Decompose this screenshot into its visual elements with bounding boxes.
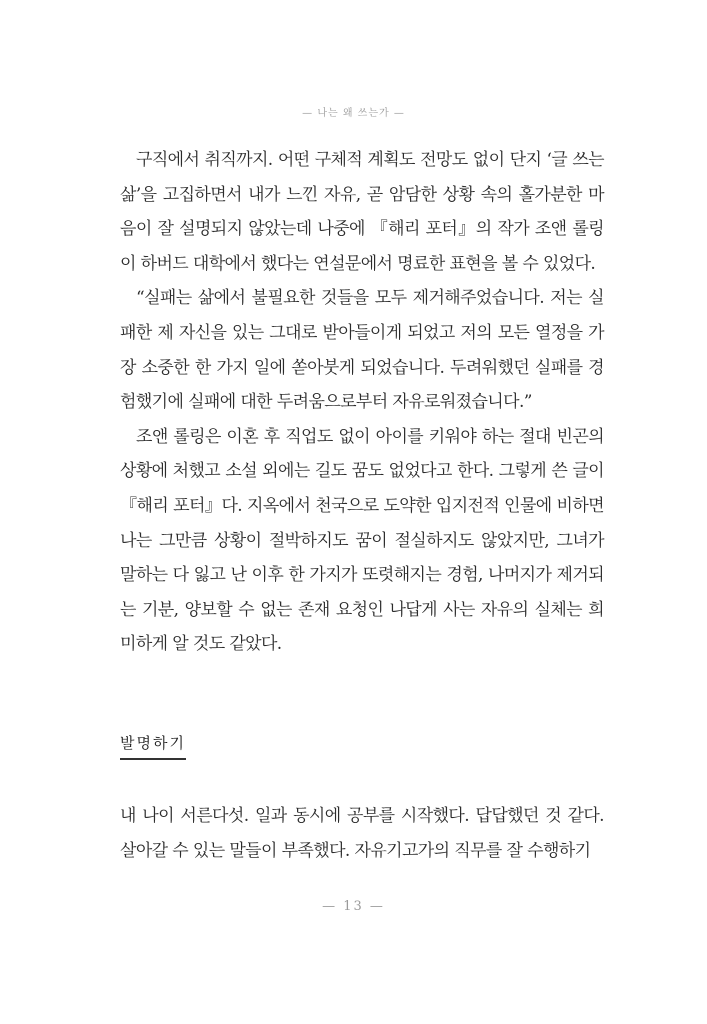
running-header: — 나는 왜 쓰는가 — [302,108,405,119]
body-text-block-1 [120,143,604,662]
body-text-block-2 [120,799,604,868]
page-number: — 13 — [322,899,385,914]
paragraph-quote: “실패는 삶에서 불필요한 것들을 모두 제거해주었습니다. 저는 실패한 제 자신을 있는 그대로 받아들이게 되었고 저의 모든 열정을 가장 소중한 한 가지 일에 쏟아붓게 되었습니다. 두려워했던 실패를 경험했기에 실패에 대한 두려움으로부터 자유로워졌습니다.” [120,288,604,413]
paragraph-4: 내 나이 서른다섯. 일과 동시에 공부를 시작했다. 답답했던 것 같다. 살아갈 수 있는 말들이 부족했다. 자유기고가의 직무를 잘 수행하기 [120,806,604,861]
section-heading: 발명하기 [120,733,186,760]
paragraph-1: 구직에서 취직까지. 어떤 구체적 계획도 전망도 없이 단지 ‘글 쓰는 삶’을 고집하면서 내가 느낀 자유, 곧 암담한 상황 속의 홀가분한 마음이 잘 설명되지 않았는데 나중에 『해리 포터』의 작가 조앤 롤링이 하버드 대학에서 했다는 연설문에서 명료한 표현을 볼 수 있었다. [120,150,604,274]
paragraph-3: 조앤 롤링은 이혼 후 직업도 없이 아이를 키워야 하는 절대 빈곤의 상황에 처했고 소설 외에는 길도 꿈도 없었다고 한다. 그렇게 쓴 글이 『해리 포터』다. 지옥에서 천국으로 도약한 입지전적 인물에 비하면 나는 그만큼 상황이 절박하지도 꿈이 절실하지도 않았지만, 그녀가 말하는 다 잃고 난 이후 한 가지가 또렷해지는 경험, 나머지가 제거되는 기분, 양보할 수 없는 존재 요청인 나답게 사는 자유의 실체는 희미하게 알 것도 같았다. [120,426,604,655]
